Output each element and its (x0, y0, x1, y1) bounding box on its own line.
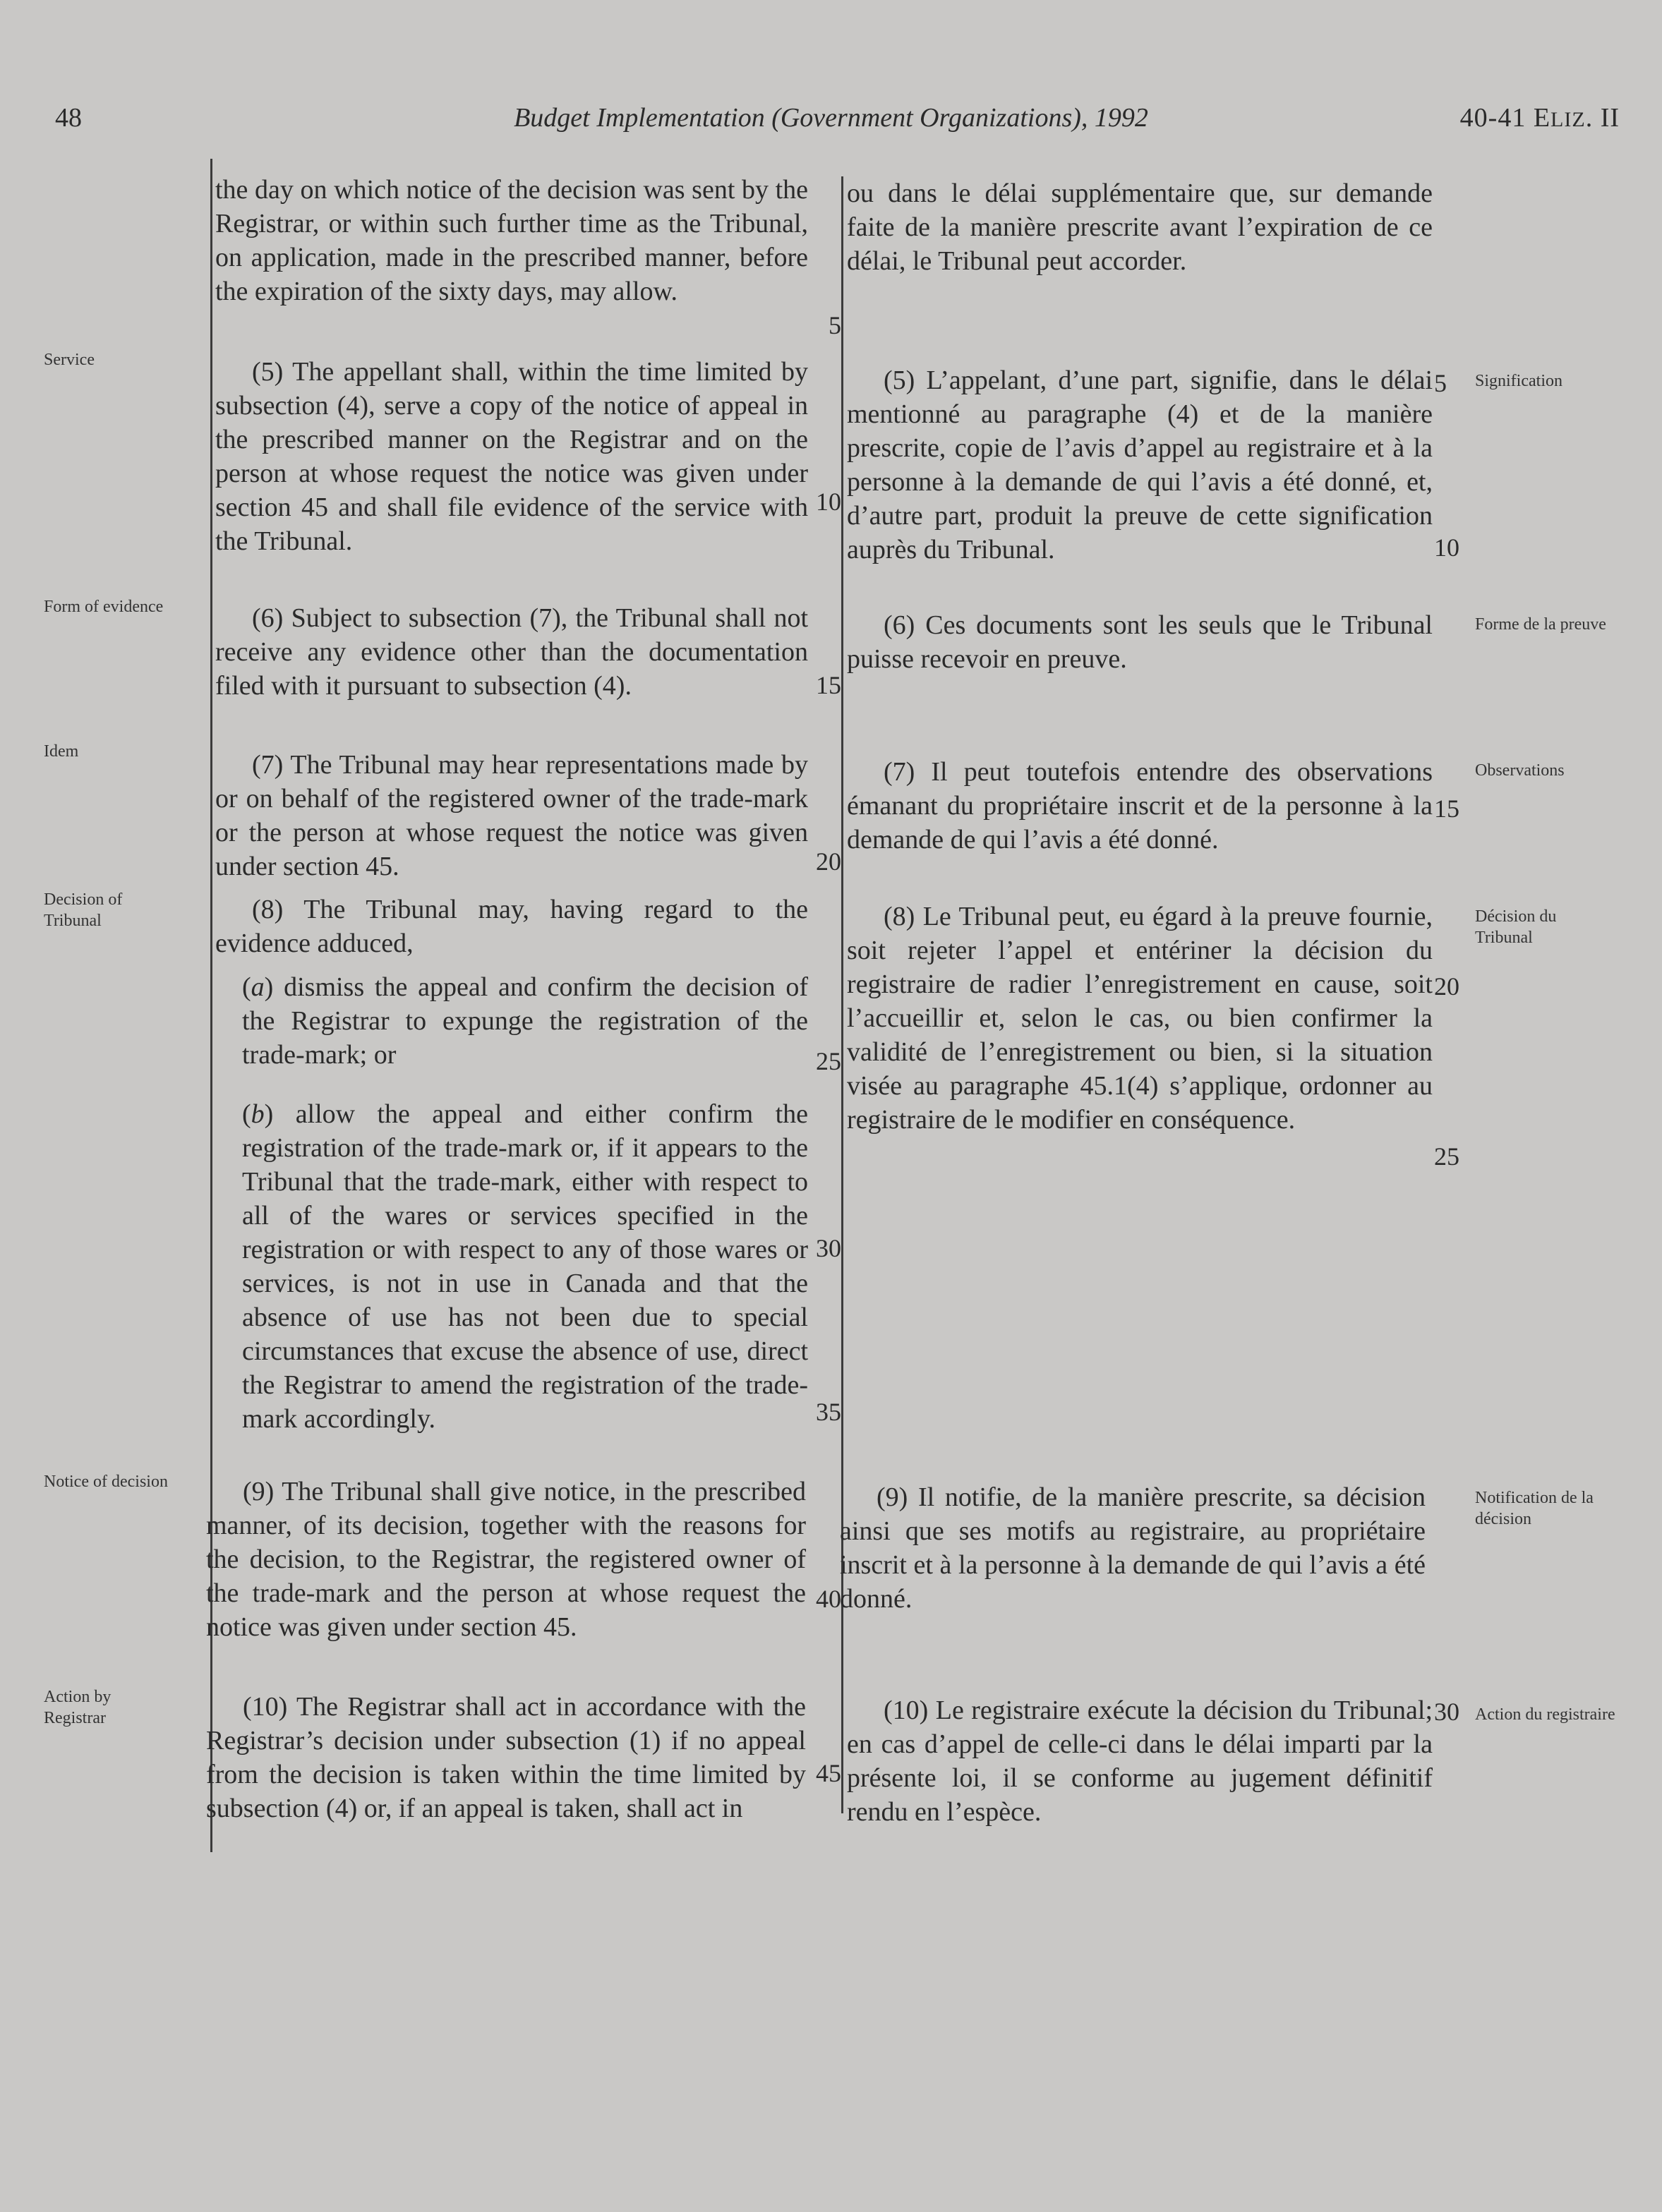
fr-subsection-6: (6) Ces documents sont les seuls que le Tribunal puisse recevoir en preuve. (847, 610, 1433, 674)
fr-subsection-8: (8) Le Tribunal peut, eu égard à la preuve fournie, soit rejeter l’appel et entériner la décision du registraire de radier l’enregistrement en cause, soit l’accueillir et, selon le cas, ou bien confirmer la validité de l’enregistrement ou bien, si la situation visée au paragraphe 45.1(4) s’applique, ordonner au registraire de le modifier en conséquence. (847, 902, 1433, 1135)
en-line-number: 40 (816, 1585, 841, 1613)
en-paragraph-8a: (a) dismiss the appeal and confirm the decision of the Registrar to expunge the registration of the trade-mark; or (242, 972, 808, 1070)
margin-note-signification: Signification (1475, 372, 1562, 390)
en-subsection-8: (8) The Tribunal may, having regard to the evidence adduced, (215, 895, 808, 958)
fr-subsection-7: (7) Il peut toutefois entendre des observations émanant du propriétaire inscrit et de la personne à la demande de qui l’avis a été donné. (847, 757, 1433, 854)
en-paragraph-8b: (b) allow the appeal and either confirm the registration of the trade-mark or, if it appears to the Tribunal that the trade-mark, either with respect to all of the wares or services specified in the registration or with respect to any of those wares or services, is not in use in Canada and that the absence of use has not been due to special circumstances that excuse the absence of use, direct the Registrar to amend the registration of the trade-mark accordingly. (242, 1099, 808, 1434)
en-subsection-7: (7) The Tribunal may hear representations made by or on behalf of the registered owner of the trade-mark or the person at whose request the notice was given under section 45. (215, 750, 808, 881)
fr-line-number: 20 (1434, 972, 1459, 1001)
en-line-number: 15 (816, 671, 841, 699)
margin-note-form-of-evidence: Form of evidence (44, 598, 164, 616)
en-subsection-9: (9) The Tribunal shall give notice, in the prescribed manner, of its decision, together with the reasons for the decision, to the Registrar, the registered owner of the trade-mark and the person at whose request the notice was given under section 45. (206, 1477, 806, 1642)
margin-note-decision-du-tribunal: Décision du Tribunal (1475, 907, 1557, 947)
en-line-number: 35 (816, 1398, 841, 1426)
fr-line-number: 15 (1434, 794, 1459, 823)
en-line-number: 25 (816, 1047, 841, 1075)
en-subsection-10: (10) The Registrar shall act in accordance with the Registrar’s decision under subsection (1) if no appeal from the decision is taken within the time limited by subsection (4) or, if an appeal is taken, shall act in (206, 1692, 806, 1823)
en-line-number: 5 (829, 311, 841, 339)
margin-note-service: Service (44, 351, 95, 369)
en-subsection-5: (5) The appellant shall, within the time limited by subsection (4), serve a copy of the notice of appeal in the prescribed manner on the Registrar and on the person at whose request the notice was given under section 45 and shall file evidence of the service with the Tribunal. (215, 357, 808, 556)
en-subsection-6: (6) Subject to subsection (7), the Tribunal shall not receive any evidence other than the documentation filed with it pursuant to subsection (4). (215, 603, 808, 701)
en-line-number: 10 (816, 488, 841, 516)
en-line-number: 20 (816, 847, 841, 876)
fr-continuation: ou dans le délai supplémentaire que, sur demande faite de la manière prescrite avant l’expiration de ce délai, le Tribunal peut accorder. (847, 179, 1433, 276)
margin-note-notification: Notification de la décision (1475, 1489, 1594, 1528)
running-title: Budget Implementation (Government Organizations), 1992 (514, 103, 1148, 133)
en-line-number: 45 (816, 1759, 841, 1787)
margin-note-action-du-registraire: Action du registraire (1475, 1705, 1615, 1724)
margin-note-observations: Observations (1475, 761, 1565, 780)
fr-line-number: 25 (1434, 1142, 1459, 1171)
margin-note-action-by-registrar: Action by Registrar (44, 1688, 112, 1727)
en-line-number: 30 (816, 1234, 841, 1262)
margin-note-forme-de-la-preuve: Forme de la preuve (1475, 615, 1606, 634)
regnal-year: 40-41 ELIZ. II (1459, 103, 1620, 133)
fr-subsection-5: (5) L’appelant, d’une part, signifie, dans le délai mentionné au paragraphe (4) et de la manière prescrite, copie de l’avis d’appel au registraire et à la personne à la demande de qui l’avis a été donné, et, d’autre part, produit la preuve de cette signification auprès du Tribunal. (847, 365, 1433, 564)
margin-note-idem: Idem (44, 742, 79, 761)
page-number: 48 (55, 103, 82, 133)
fr-line-number: 30 (1434, 1698, 1459, 1726)
fr-subsection-10: (10) Le registraire exécute la décision du Tribunal; en cas d’appel de celle-ci dans le délai imparti par la présente loi, il se conforme au jugement définitif rendu en l’espèce. (847, 1696, 1433, 1827)
margin-note-decision-of-tribunal: Decision of Tribunal (44, 890, 123, 930)
fr-line-number: 5 (1434, 369, 1447, 397)
fr-line-number: 10 (1434, 533, 1459, 562)
en-continuation: the day on which notice of the decision was sent by the Registrar, or within such further time as the Tribunal, on application, made in the prescribed manner, before the expiration of the sixty days, may allow. (215, 175, 808, 306)
fr-subsection-9: (9) Il notifie, de la manière prescrite, sa décision ainsi que ses motifs au registraire, au propriétaire inscrit et à la personne à la demande de qui l’avis a été donné. (840, 1482, 1426, 1614)
margin-note-notice-of-decision: Notice of decision (44, 1473, 168, 1491)
